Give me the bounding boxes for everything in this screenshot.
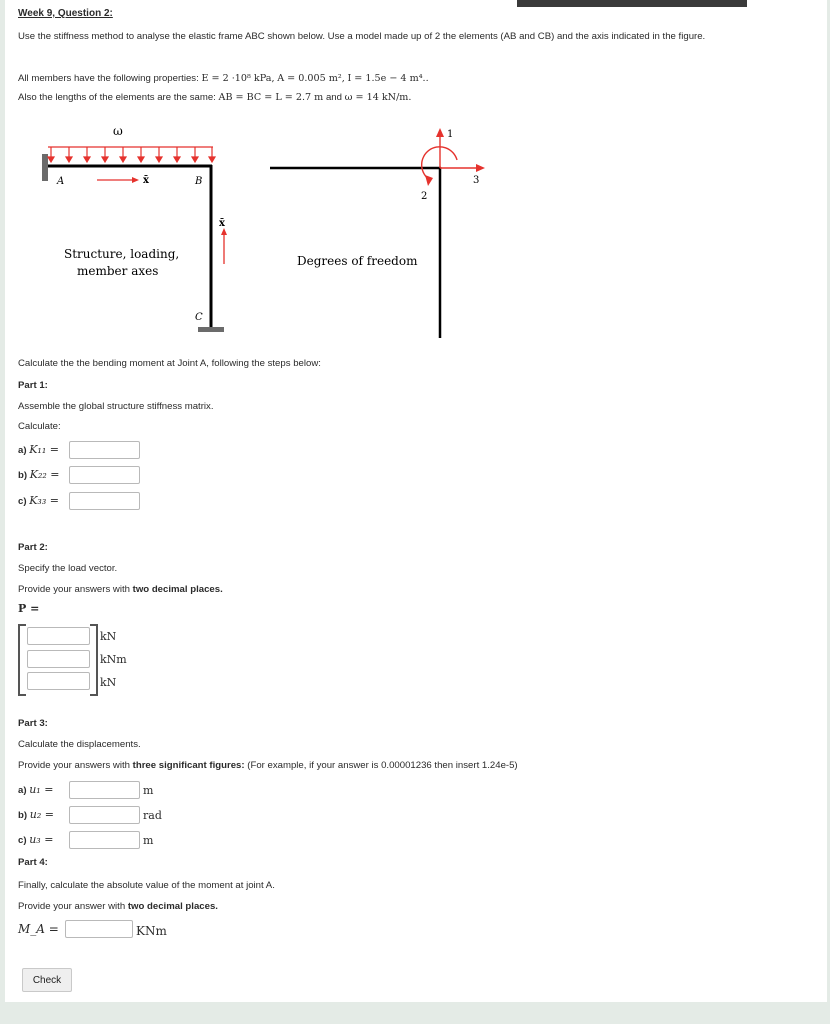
u1-input[interactable] bbox=[69, 781, 140, 799]
member-axis-bc-label: x̄ bbox=[219, 218, 225, 229]
moment-label: M_A = bbox=[18, 922, 59, 936]
k11-label-row bbox=[18, 444, 59, 457]
load-vector-input-1[interactable] bbox=[27, 627, 90, 645]
u3-label: u₃ = bbox=[29, 833, 54, 846]
part2-heading: Part 2: bbox=[18, 542, 48, 553]
dof-2-label: 2 bbox=[421, 191, 428, 202]
part2-precision-bold: two decimal places. bbox=[132, 584, 223, 595]
load-vector-input-3[interactable] bbox=[27, 672, 90, 690]
dof-3-label: 3 bbox=[473, 175, 480, 186]
part2-precision bbox=[18, 584, 223, 596]
task-statement: Calculate the the bending moment at Joint A, following the steps below: bbox=[18, 358, 321, 369]
structure-caption-line-1: Structure, loading, bbox=[64, 247, 180, 261]
member-axis-ab-arrowhead bbox=[132, 177, 139, 183]
u3-unit: m bbox=[143, 834, 154, 847]
joint-c-label: C bbox=[195, 312, 203, 323]
properties-text: All members have the following properties: bbox=[18, 73, 199, 84]
u2-label: u₂ = bbox=[29, 808, 54, 821]
moment-input[interactable] bbox=[65, 920, 133, 938]
dof-1-arrowhead bbox=[436, 128, 444, 137]
check-button[interactable]: Check bbox=[22, 968, 72, 992]
dof-2-arrowhead bbox=[425, 175, 433, 186]
moment-unit: KNm bbox=[136, 924, 167, 938]
u2-prefix: b) bbox=[18, 810, 28, 821]
k11-input[interactable] bbox=[69, 441, 140, 459]
part2-instruction: Specify the load vector. bbox=[18, 563, 118, 574]
joint-b-label: B bbox=[195, 176, 203, 187]
fixed-support-a bbox=[42, 154, 48, 181]
k22-label: K₂₂ = bbox=[29, 468, 60, 481]
u1-prefix: a) bbox=[18, 785, 27, 796]
question-intro: Use the stiffness method to analyse the elastic frame ABC shown below. Use a model made up of 2 the elements (AB and CB) and the axis indicated in the figure. bbox=[18, 31, 706, 42]
member-axis-bc-arrowhead bbox=[221, 228, 227, 235]
part3-instruction: Calculate the displacements. bbox=[18, 739, 141, 750]
k11-label: K₁₁ = bbox=[29, 443, 59, 456]
k33-label-row bbox=[18, 495, 59, 508]
property-a: A = 0.005 m², bbox=[277, 73, 345, 84]
part4-heading: Part 4: bbox=[18, 857, 48, 868]
load-vector-left-bracket bbox=[18, 624, 26, 696]
u3-input[interactable] bbox=[69, 831, 140, 849]
fixed-support-c bbox=[198, 327, 224, 332]
load-vector-right-bracket bbox=[90, 624, 98, 696]
part2-precision-prefix: Provide your answers with bbox=[18, 584, 133, 595]
k33-prefix: c) bbox=[18, 496, 27, 507]
k22-label-row bbox=[18, 469, 60, 482]
part4-precision bbox=[18, 901, 218, 913]
u1-label: u₁ = bbox=[29, 783, 54, 796]
property-length: AB = BC = L = 2.7 m bbox=[218, 92, 324, 103]
question-card bbox=[5, 0, 827, 1002]
part4-instruction: Finally, calculate the absolute value of the moment at joint A. bbox=[18, 880, 275, 891]
dof-1-label: 1 bbox=[447, 129, 454, 140]
part4-precision-bold: two decimal places. bbox=[127, 901, 218, 912]
distributed-load-arrows bbox=[48, 147, 215, 162]
part3-heading: Part 3: bbox=[18, 718, 48, 729]
part3-precision-suffix: (For example, if your answer is 0.00001236 then insert 1.24e-5) bbox=[244, 760, 518, 771]
lengths-text: Also the lengths of the elements are the same: bbox=[18, 92, 216, 103]
k22-input[interactable] bbox=[69, 466, 140, 484]
property-load: ω = 14 kN/m. bbox=[344, 92, 412, 103]
question-title: Week 9, Question 2: bbox=[18, 8, 113, 19]
u2-unit: rad bbox=[143, 809, 162, 822]
k33-input[interactable] bbox=[69, 492, 140, 510]
k22-prefix: b) bbox=[18, 470, 28, 481]
dof-caption: Degrees of freedom bbox=[297, 254, 418, 268]
load-vector-input-2[interactable] bbox=[27, 650, 90, 668]
property-e: E = 2 ·10⁸ kPa, bbox=[201, 73, 275, 84]
u2-input[interactable] bbox=[69, 806, 140, 824]
load-vector-unit-2: kNm bbox=[100, 653, 127, 666]
and-text: and bbox=[325, 92, 342, 103]
property-i: I = 1.5e − 4 m⁴.. bbox=[347, 73, 429, 84]
u1-unit: m bbox=[143, 784, 154, 797]
k11-prefix: a) bbox=[18, 445, 27, 456]
part4-precision-prefix: Provide your answer with bbox=[18, 901, 128, 912]
u3-label-row bbox=[18, 834, 53, 847]
load-vector-unit-3: kN bbox=[100, 676, 117, 689]
u1-label-row bbox=[18, 784, 53, 797]
load-label: ω bbox=[113, 124, 123, 138]
part3-precision bbox=[18, 760, 518, 772]
part1-calculate: Calculate: bbox=[18, 421, 61, 432]
joint-a-label: A bbox=[57, 176, 65, 187]
member-axis-ab-label: x̄ bbox=[143, 175, 149, 186]
part1-instruction: Assemble the global structure stiffness matrix. bbox=[18, 401, 214, 412]
structure-caption-line-2: member axes bbox=[77, 264, 159, 278]
part3-precision-prefix: Provide your answers with bbox=[18, 760, 133, 771]
u2-label-row bbox=[18, 809, 54, 822]
load-vector-unit-1: kN bbox=[100, 630, 117, 643]
part1-heading: Part 1: bbox=[18, 380, 48, 391]
dof-3-arrowhead bbox=[476, 164, 485, 172]
k33-label: K₃₃ = bbox=[29, 494, 59, 507]
load-vector-label: P = bbox=[18, 602, 40, 615]
u3-prefix: c) bbox=[18, 835, 27, 846]
part3-precision-bold: three significant figures: bbox=[132, 760, 245, 771]
frame-figure bbox=[5, 0, 827, 350]
